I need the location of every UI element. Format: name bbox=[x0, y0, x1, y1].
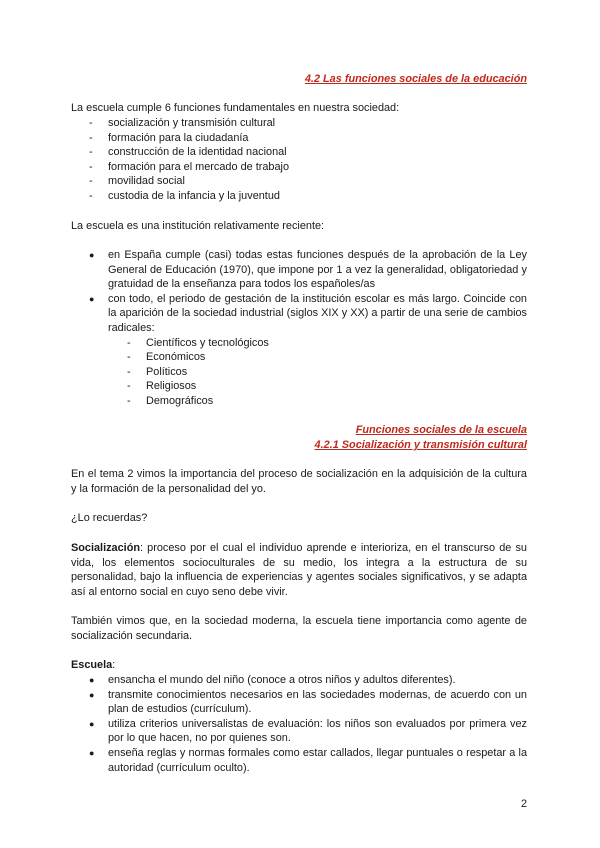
recent-bullets bbox=[89, 248, 527, 409]
list-item: - formación para la ciudadanía bbox=[89, 131, 289, 146]
subsection-heading: Funciones sociales de la escuela bbox=[355, 424, 527, 436]
tambien-paragraph: También vimos que, en la sociedad moderna, la escuela tiene importancia como agente de socialización secundaria. bbox=[71, 615, 527, 642]
escuela-colon: : bbox=[112, 659, 116, 671]
escuela-term: Escuela bbox=[71, 659, 113, 671]
list-item: ● transmite conocimientos necesarios en las sociedades modernas, de acuerdo con un plan de estudios (currículum). bbox=[89, 688, 527, 717]
question-text: ¿Lo recuerdas? bbox=[71, 512, 148, 524]
list-item: - construcción de la identidad nacional bbox=[89, 145, 289, 160]
list-item: ● ensancha el mundo del niño (conoce a otros niños y adultos diferentes). bbox=[89, 673, 527, 688]
list-item-text: con todo, el periodo de gestación de la institución escolar es más largo. Coincide con la aparición de la sociedad industrial (siglos XIX y XX) a partir de una serie de cambios radicales: bbox=[108, 292, 527, 334]
list-item: - custodia de la infancia y la juventud bbox=[89, 189, 289, 204]
list-item: ● utiliza criterios universalistas de evaluación: los niños son evaluados por primera vez por lo que hacen, no por quienes son. bbox=[89, 717, 527, 746]
escuela-bullets bbox=[89, 673, 527, 775]
list-item: ● enseña reglas y normas formales como estar callados, llegar puntuales o respetar a la autoridad (currículum oculto). bbox=[89, 746, 527, 775]
list-item: ● en España cumple (casi) todas estas funciones después de la aprobación de la Ley General de Educación (1970), que impone por 1 a vez la generalidad, obligatoriedad y gratuidad de la enseñanza para todos los españoles/as bbox=[89, 248, 527, 292]
list-item: - socialización y transmisión cultural bbox=[89, 116, 289, 131]
intro-paragraph: La escuela cumple 6 funciones fundamentales en nuestra sociedad: bbox=[71, 102, 400, 114]
list-item: - Políticos bbox=[127, 365, 527, 380]
subsection-heading-number: 4.2.1 Socialización y transmisión cultural bbox=[314, 439, 527, 451]
list-item: - formación para el mercado de trabajo bbox=[89, 160, 289, 175]
socializacion-paragraph bbox=[71, 541, 527, 599]
changes-list bbox=[108, 336, 527, 409]
list-item: - Religiosos bbox=[127, 379, 527, 394]
page-number: 2 bbox=[520, 798, 527, 810]
section-heading: 4.2 Las funciones sociales de la educación bbox=[304, 73, 527, 85]
list-item: - Demográficos bbox=[127, 394, 527, 409]
list-item: - movilidad social bbox=[89, 174, 289, 189]
socializacion-definition: : proceso por el cual el individuo aprende e interioriza, en el transcurso de su vida, los elementos socioculturales de su medio, los integra a la estructura de su personalidad, bajo la influencia de experiencias y agentes sociales significativos, y se adapta así al entorno social en cuyo seno debe vivir. bbox=[71, 542, 527, 598]
recent-paragraph: La escuela es una institución relativamente reciente: bbox=[71, 220, 325, 232]
socializacion-term: Socialización bbox=[71, 542, 140, 554]
functions-list bbox=[89, 116, 289, 204]
escuela-label bbox=[71, 658, 527, 673]
tema2-paragraph: En el tema 2 vimos la importancia del proceso de socialización en la adquisición de la cultura y la formación de la personalidad del yo. bbox=[71, 468, 527, 495]
list-item: - Científicos y tecnológicos bbox=[127, 336, 527, 351]
list-item: - Económicos bbox=[127, 350, 527, 365]
list-item bbox=[89, 292, 527, 409]
